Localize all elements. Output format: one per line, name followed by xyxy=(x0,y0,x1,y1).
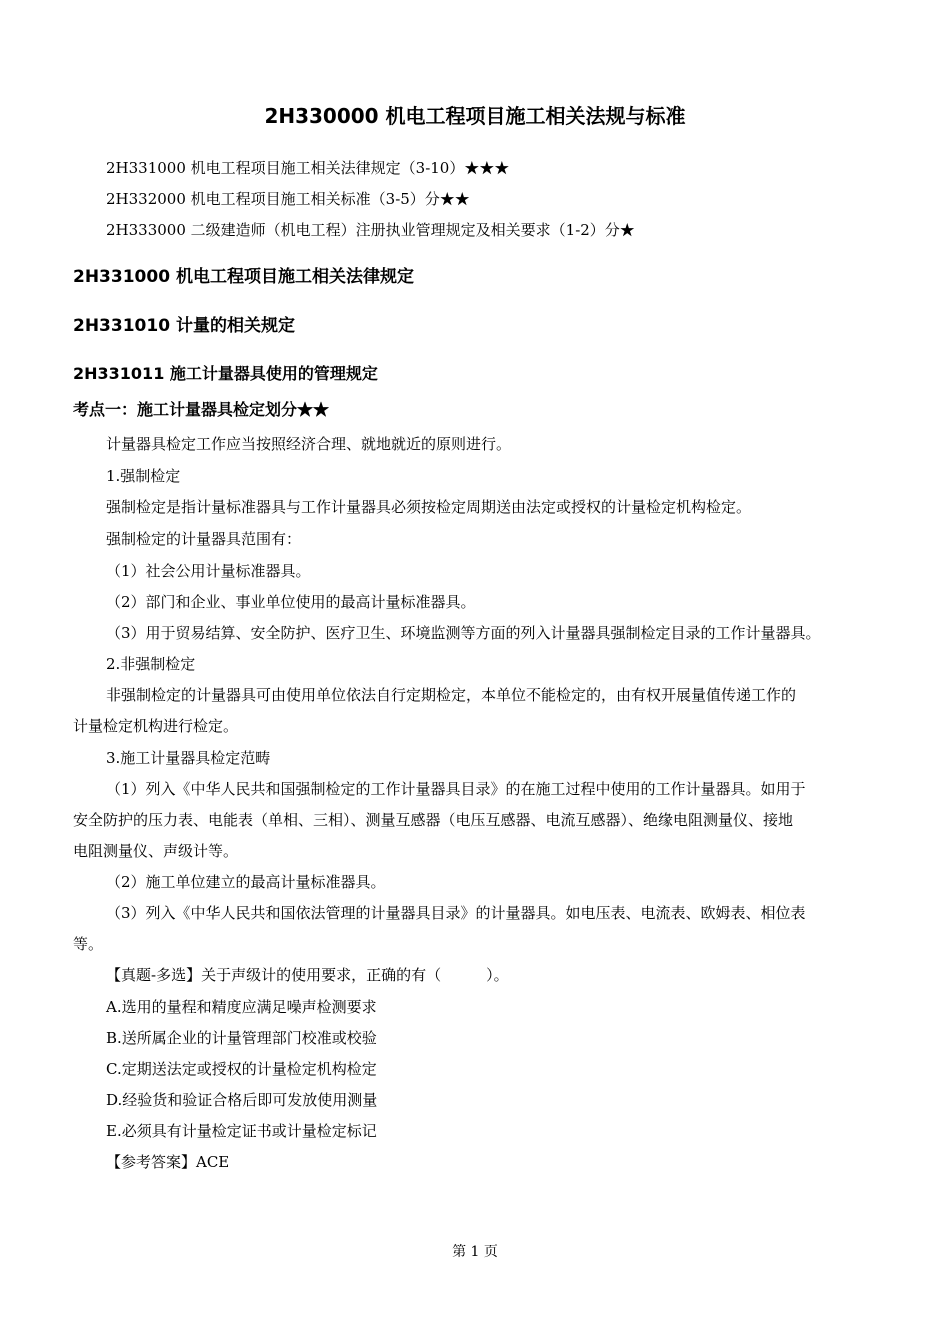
list-item: 安全防护的压力表、电能表（单相、三相）、测量互感器（电压互感器、电流互感器）、绝缘电阻测量仪、接地 xyxy=(73,811,794,829)
topic-heading: 2H331011 施工计量器具使用的管理规定 xyxy=(73,364,378,383)
paragraph: 计量检定机构进行检定。 xyxy=(73,717,239,735)
subheading: 2.非强制检定 xyxy=(106,655,196,673)
page-title: 2H330000 机电工程项目施工相关法规与标准 xyxy=(264,104,686,128)
subheading: 1.强制检定 xyxy=(106,467,181,485)
page-number: 第 1 页 xyxy=(452,1244,498,1260)
toc-item: 2H331000 机电工程项目施工相关法律规定（3-10）★★★ xyxy=(106,159,510,177)
list-item: 电阻测量仪、声级计等。 xyxy=(73,842,239,860)
toc-item: 2H333000 二级建造师（机电工程）注册执业管理规定及相关要求（1-2）分★ xyxy=(106,221,635,239)
subsection-heading: 2H331010 计量的相关规定 xyxy=(73,316,295,336)
list-item: （3）列入《中华人民共和国依法管理的计量器具目录》的计量器具。如电压表、电流表、欧姆表、相位表 xyxy=(106,904,806,922)
list-item: （2）施工单位建立的最高计量标准器具。 xyxy=(106,873,386,891)
question-option: C.定期送法定或授权的计量检定机构检定 xyxy=(106,1060,377,1078)
exam-point-heading: 考点一：施工计量器具检定划分★★ xyxy=(73,400,330,419)
paragraph: 强制检定是指计量标准器具与工作计量器具必须按检定周期送由法定或授权的计量检定机构检定。 xyxy=(106,498,752,516)
question-stem: 【真题-多选】关于声级计的使用要求，正确的有（ ）。 xyxy=(106,966,509,984)
section-heading: 2H331000 机电工程项目施工相关法律规定 xyxy=(73,267,414,287)
question-option: B.送所属企业的计量管理部门校准或校验 xyxy=(106,1029,377,1047)
list-item: （2）部门和企业、事业单位使用的最高计量标准器具。 xyxy=(106,593,476,611)
list-item: （3）用于贸易结算、安全防护、医疗卫生、环境监测等方面的列入计量器具强制检定目录的工作计量器具。 xyxy=(106,624,821,642)
question-option: D.经验货和验证合格后即可发放使用测量 xyxy=(106,1091,378,1109)
paragraph: 计量器具检定工作应当按照经济合理、就地就近的原则进行。 xyxy=(106,435,512,453)
paragraph: 强制检定的计量器具范围有： xyxy=(106,530,302,548)
subheading: 3.施工计量器具检定范畴 xyxy=(106,749,271,767)
question-option: A.选用的量程和精度应满足噪声检测要求 xyxy=(106,998,377,1016)
toc-item: 2H332000 机电工程项目施工相关标准（3-5）分★★ xyxy=(106,190,470,208)
paragraph: 非强制检定的计量器具可由使用单位依法自行定期检定，本单位不能检定的，由有权开展量值传递工作的 xyxy=(106,686,797,704)
list-item: （1）列入《中华人民共和国强制检定的工作计量器具目录》的在施工过程中使用的工作计量器具。如用于 xyxy=(106,780,806,798)
answer: 【参考答案】ACE xyxy=(106,1153,230,1171)
question-option: E.必须具有计量检定证书或计量检定标记 xyxy=(106,1122,377,1140)
list-item: 等。 xyxy=(73,935,104,953)
list-item: （1）社会公用计量标准器具。 xyxy=(106,562,311,580)
